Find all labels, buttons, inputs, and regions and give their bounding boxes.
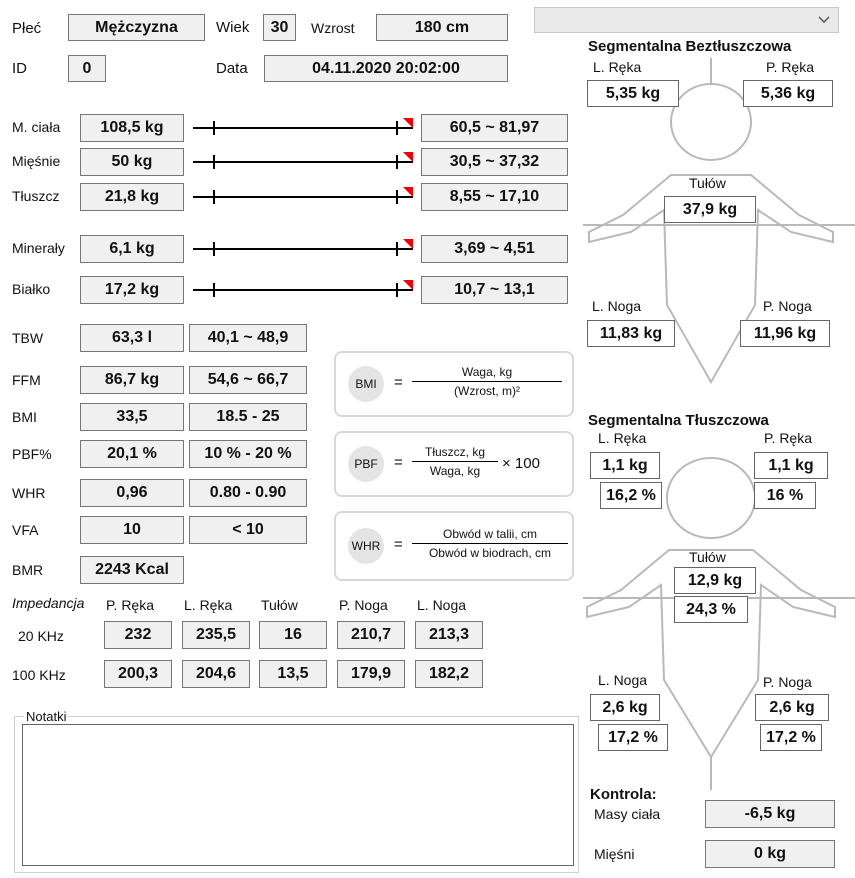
slider-high-tick [396, 190, 398, 204]
composition-label: Tłuszcz [12, 188, 60, 204]
lean-right-arm-value: 5,36 kg [743, 80, 833, 107]
id-value: 0 [68, 55, 106, 82]
fat-right-arm-value: 1,1 kg [754, 452, 828, 479]
slider-track [193, 127, 413, 129]
index-label: WHR [12, 485, 46, 501]
impedance-cell: 204,6 [182, 660, 250, 688]
pbf-badge: PBF [348, 446, 384, 482]
date-label: Data [216, 60, 248, 77]
bmi-formula [334, 351, 574, 417]
slider-high-tick [396, 242, 398, 256]
lean-right-leg-value: 11,96 kg [740, 320, 830, 347]
pbf-eq: = [394, 454, 403, 471]
slider-low-tick [213, 190, 215, 204]
control-muscle-value: 0 kg [705, 840, 835, 868]
impedance-column-header: P. Noga [339, 597, 388, 613]
impedance-title: Impedancja [12, 595, 85, 611]
composition-value: 6,1 kg [80, 235, 184, 263]
composition-range: 60,5 ~ 81,97 [421, 114, 568, 142]
lean-left-leg-label: L. Noga [592, 298, 642, 314]
pbf-numerator: Tłuszcz, kg [412, 445, 498, 462]
impedance-cell: 235,5 [182, 621, 250, 649]
slider-track [193, 289, 413, 291]
slider-low-tick [213, 242, 215, 256]
range-slider [193, 280, 413, 300]
fat-right-leg-pct: 17,2 % [760, 724, 822, 751]
range-slider [193, 187, 413, 207]
slider-track [193, 248, 413, 250]
fat-right-leg-value: 2,6 kg [755, 694, 829, 721]
impedance-row-label: 20 KHz [18, 628, 64, 644]
composition-value: 50 kg [80, 148, 184, 176]
impedance-cell: 213,3 [415, 621, 483, 649]
fat-trunk-label: Tułów [689, 549, 726, 565]
height-label: Wzrost [311, 20, 355, 36]
impedance-cell: 210,7 [337, 621, 405, 649]
height-value: 180 cm [376, 14, 508, 41]
over-range-flag-icon [403, 118, 413, 128]
impedance-column-header: L. Ręka [184, 597, 233, 613]
fat-left-arm-pct: 16,2 % [600, 482, 662, 509]
composition-range: 10,7 ~ 13,1 [421, 276, 568, 304]
composition-range: 3,69 ~ 4,51 [421, 235, 568, 263]
index-label: BMI [12, 409, 37, 425]
fat-left-leg-value: 2,6 kg [590, 694, 660, 721]
index-value: 63,3 l [80, 324, 184, 352]
date-value: 04.11.2020 20:02:00 [264, 55, 508, 82]
index-range: 0.80 - 0.90 [189, 479, 307, 507]
control-mass-value: -6,5 kg [705, 800, 835, 828]
fat-right-arm-pct: 16 % [754, 482, 816, 509]
index-label: BMR [12, 562, 44, 578]
lean-left-arm-value: 5,35 kg [587, 80, 679, 107]
control-muscle-label: Mięśni [594, 846, 635, 862]
range-slider [193, 152, 413, 172]
composition-label: Minerały [12, 240, 65, 256]
index-label: FFM [12, 372, 41, 388]
slider-low-tick [213, 155, 215, 169]
pbf-tail: × 100 [502, 455, 540, 472]
index-value: 0,96 [80, 479, 184, 507]
control-mass-label: Masy ciała [594, 806, 661, 822]
lean-right-leg-label: P. Noga [763, 298, 812, 314]
bmi-eq: = [394, 374, 403, 391]
composition-label: M. ciała [12, 119, 61, 135]
whr-numerator: Obwód w talii, cm [412, 527, 568, 544]
index-range: 10 % - 20 % [189, 440, 307, 468]
sex-label: Płeć [12, 20, 42, 37]
slider-track [193, 196, 413, 198]
bmi-badge: BMI [348, 366, 384, 402]
impedance-row-label: 100 KHz [12, 667, 66, 683]
slider-high-tick [396, 283, 398, 297]
impedance-cell: 179,9 [337, 660, 405, 688]
composition-label: Mięśnie [12, 153, 61, 169]
range-slider [193, 239, 413, 259]
bmi-denominator: (Wzrost, m)² [454, 384, 520, 398]
fat-left-arm-value: 1,1 kg [590, 452, 660, 479]
over-range-flag-icon [403, 152, 413, 162]
age-value: 30 [263, 14, 296, 41]
index-range: 54,6 ~ 66,7 [189, 366, 307, 394]
whr-denominator: Obwód w biodrach, cm [428, 546, 552, 560]
slider-high-tick [396, 121, 398, 135]
fat-title: Segmentalna Tłuszczowa [588, 412, 769, 429]
over-range-flag-icon [403, 280, 413, 290]
slider-low-tick [213, 283, 215, 297]
impedance-cell: 182,2 [415, 660, 483, 688]
fat-left-arm-label: L. Ręka [598, 430, 647, 446]
slider-high-tick [396, 155, 398, 169]
id-label: ID [12, 60, 27, 77]
impedance-cell: 16 [259, 621, 327, 649]
fat-right-arm-label: P. Ręka [764, 430, 812, 446]
index-range: < 10 [189, 516, 307, 544]
pbf-denominator: Waga, kg [429, 464, 481, 478]
lean-left-leg-value: 11,83 kg [587, 320, 675, 347]
index-range: 40,1 ~ 48,9 [189, 324, 307, 352]
fat-left-leg-pct: 17,2 % [598, 724, 668, 751]
fat-right-leg-label: P. Noga [763, 674, 812, 690]
lean-trunk-value: 37,9 kg [664, 196, 756, 223]
impedance-column-header: Tułów [261, 597, 298, 613]
index-range: 18.5 - 25 [189, 403, 307, 431]
fat-trunk-value: 12,9 kg [674, 567, 756, 594]
impedance-column-header: P. Ręka [106, 597, 154, 613]
slider-track [193, 161, 413, 163]
impedance-cell: 200,3 [104, 660, 172, 688]
impedance-cell: 232 [104, 621, 172, 649]
over-range-flag-icon [403, 187, 413, 197]
whr-eq: = [394, 536, 403, 553]
composition-range: 30,5 ~ 37,32 [421, 148, 568, 176]
control-title: Kontrola: [590, 786, 657, 803]
lean-right-arm-label: P. Ręka [766, 59, 814, 75]
index-value: 2243 Kcal [80, 556, 184, 584]
whr-formula [334, 511, 574, 581]
composition-value: 21,8 kg [80, 183, 184, 211]
index-label: TBW [12, 330, 44, 346]
sex-value: Mężczyzna [68, 14, 205, 41]
impedance-cell: 13,5 [259, 660, 327, 688]
bmi-numerator: Waga, kg [412, 365, 562, 382]
index-value: 33,5 [80, 403, 184, 431]
slider-low-tick [213, 121, 215, 135]
pbf-formula [334, 431, 574, 497]
age-label: Wiek [216, 19, 250, 36]
composition-value: 17,2 kg [80, 276, 184, 304]
fat-left-leg-label: L. Noga [598, 672, 648, 688]
lean-left-arm-label: L. Ręka [593, 59, 642, 75]
lean-title: Segmentalna Beztłuszczowa [588, 38, 792, 55]
index-label: PBF% [12, 446, 52, 462]
over-range-flag-icon [403, 239, 413, 249]
range-slider [193, 118, 413, 138]
notes-textarea[interactable] [22, 724, 574, 866]
lean-trunk-label: Tułów [689, 175, 726, 191]
index-value: 20,1 % [80, 440, 184, 468]
composition-value: 108,5 kg [80, 114, 184, 142]
composition-label: Białko [12, 281, 51, 297]
index-label: VFA [12, 522, 39, 538]
impedance-column-header: L. Noga [417, 597, 467, 613]
composition-range: 8,55 ~ 17,10 [421, 183, 568, 211]
index-value: 10 [80, 516, 184, 544]
notes-label: Notatki [26, 709, 67, 724]
index-value: 86,7 kg [80, 366, 184, 394]
fat-trunk-pct: 24,3 % [674, 596, 748, 623]
whr-badge: WHR [348, 528, 384, 564]
